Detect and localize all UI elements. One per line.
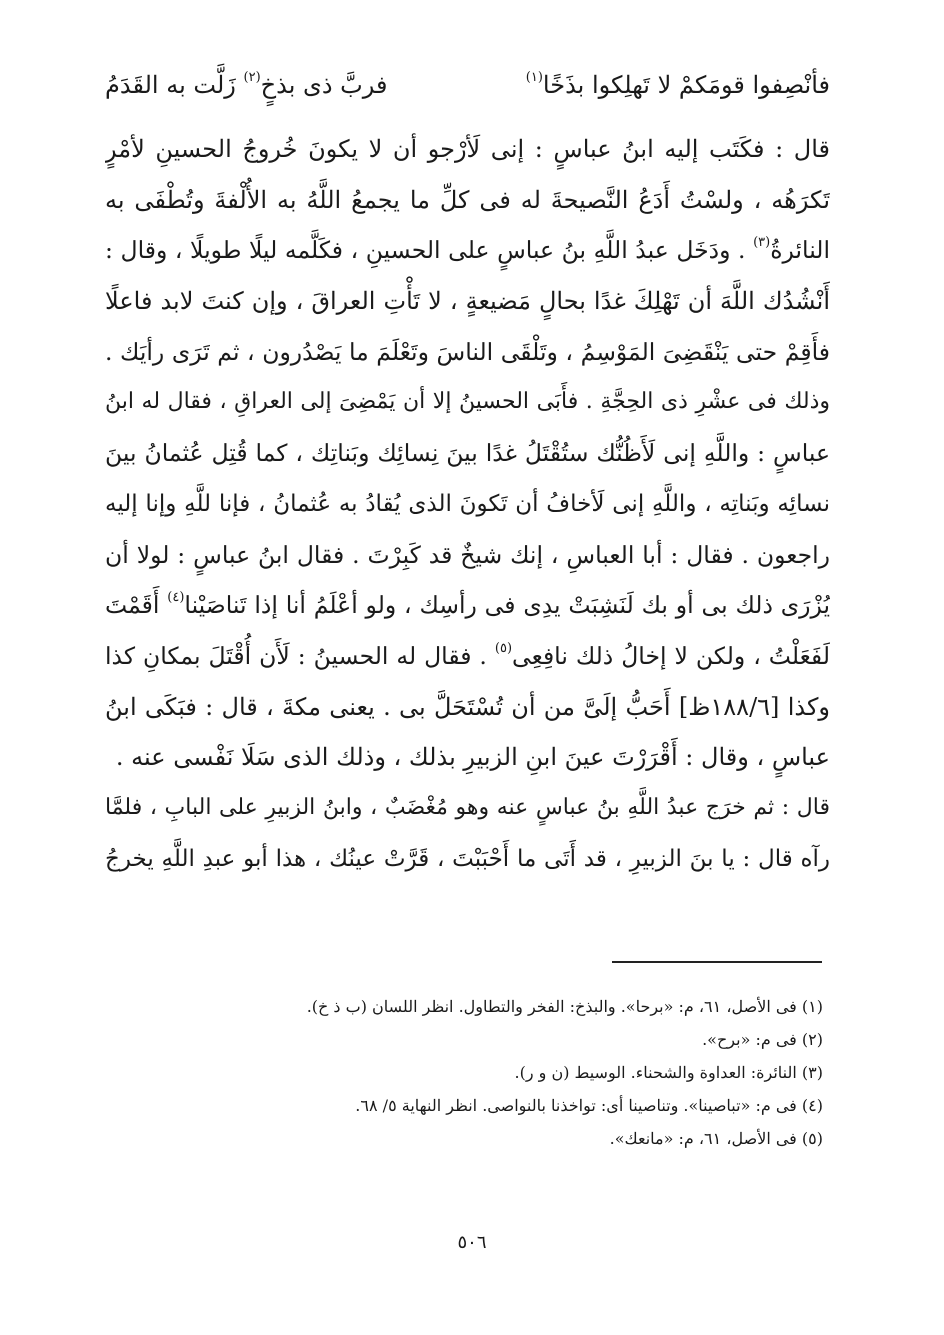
text-line — [105, 682, 830, 733]
manuscript-folio-reference: [١٨٨/٦ظ] — [678, 692, 780, 721]
verse-hemistich-second — [105, 60, 387, 110]
text-line: فأَقِمْ حتى يَنْقَضِىَ المَوْسِمُ ، وتَلْقَى الناسَ وتَعْلَمَ ما يَصْدُرون ، ثم تَرَى رأيَك . — [105, 337, 830, 366]
footnote-marker: (٥) — [494, 640, 513, 656]
text-segment: يُزْرَى ذلك بى أو بك لَنَشِبَتْ يدِى فى رأسِك ، ولو أعْلَمُ أنا إذا تَناصَيْنا — [184, 591, 830, 620]
footnote-marker: (٣) — [753, 235, 771, 251]
verse-hemistich-first — [526, 60, 830, 110]
footnote-marker: (١) — [525, 70, 543, 85]
text-segment: لَفَعَلْتُ ، ولكن لا إخالُ ذلك نافِعِى — [512, 641, 830, 670]
footnote-marker: (٢) — [243, 70, 261, 85]
text-line: تَكرَهُه ، ولسْتُ أَدَعُ النَّصيحةَ له فى كلِّ ما يجمعُ اللَّهُ به الأُلْفةَ وتُطْفَى به — [105, 185, 830, 214]
footnote: (٤) فى م: «تباصينا». وتناصينا أى: تواخذنا بالنواصى. انظر النهاية ٥/ ٦٨. — [355, 1096, 823, 1115]
text-line: قال : فكَتَب إليه ابنُ عباسٍ : إنى لَأرْجو أن لا يكونَ خُروجُ الحسينِ لأمْرٍ — [105, 135, 830, 163]
text-line — [105, 580, 830, 631]
footnote-separator — [612, 961, 822, 963]
page-number: ٥٠٦ — [457, 1232, 487, 1253]
text-line: قال : ثم خرَج عبدُ اللَّهِ بنُ عباسٍ عنه وهو مُغْضَبٌ ، وابنُ الزبيرِ على البابِ ، فلمَّا — [105, 794, 830, 820]
text-line: راجعون . فقال : أبا العباسِ ، إنك شيخٌ قد كَبِرْتَ . فقال ابنُ عباسٍ : لولا أن — [105, 540, 830, 569]
text-segment: أَحَبُّ إلَىَّ من أن تُسْتَحَلَّ بى . يعنى مكةَ ، قال : فبَكَى ابنُ — [105, 692, 671, 721]
text-segment: . فقال له الحسينُ : لَأَن أُقْتَلَ بمكانِ كذا — [105, 641, 487, 670]
footnote: (٢) فى م: «برح». — [702, 1030, 823, 1049]
footnote: (٥) فى الأصل، ٦١، م: «مانعك». — [609, 1129, 823, 1148]
text-line: أَنْشُدُك اللَّهَ أن تَهْلِكَ غدًا بحالٍ مَضيعةٍ ، لا تَأْتِ العراقَ ، وإن كنتَ لابد فاعلًا — [105, 287, 830, 316]
text-line: عباسٍ ، وقال : أَقْرَرْتَ عينَ ابنِ الزبيرِ بذلك ، وذلك الذى سَلَا نَفْسى عنه . — [115, 743, 830, 772]
footnote: (١) فى الأصل، ٦١، م: «برحا». والبذخ: الفخر والتطاول. انظر اللسان (ب ذ خ). — [306, 997, 823, 1016]
verse-hemistich-second-text-b: زَلَّت به القَدَمُ — [105, 71, 236, 99]
text-segment: . ودَخَل عبدُ اللَّهِ بنُ عباسٍ على الحسينِ ، فكَلَّمه ليلًا طويلًا ، وقال : — [105, 236, 746, 265]
main-text — [105, 124, 830, 884]
text-line — [105, 225, 830, 276]
verse-hemistich-second-text-a: فربَّ ذى بذخٍ — [260, 71, 388, 99]
text-line: عباسٍ : واللَّهِ إنى لَأَظُنُّك ستُقْتَلُ غدًا بينَ نِسائِك وبَناتِك ، كما قُتِل عُثمانُ بينَ — [105, 439, 830, 468]
text-segment: وكذا — [787, 692, 830, 721]
verse-hemistich-first-text: فأنْصِفوا قومَكمْ لا تَهلِكوا بذَخًا — [542, 71, 830, 99]
text-line — [105, 631, 830, 682]
text-segment: النائرةُ — [770, 236, 830, 265]
text-line: نسائِه وبَناتِه ، واللَّهِ إنى لَأخافُ أن تَكونَ الذى يُقادُ به عُثمانُ ، فإنا للَّهِ وإنا إليه — [105, 490, 830, 517]
footnotes — [105, 990, 823, 1155]
poetry-verse — [105, 60, 830, 110]
footnote-marker: (٤) — [167, 590, 185, 606]
text-segment: أَقَمْتَ — [105, 591, 160, 620]
text-line: رآه قال : يا بنَ الزبيرِ ، قد أَتَى ما أَحْبَبْتَ ، قَرَّتْ عينُك ، هذا أبو عبدِ اللَّهِ يخرجُ — [105, 845, 830, 872]
text-line: وذلك فى عشْرِ ذى الحِجَّةِ . فأَبَى الحسينُ إلا أن يَمْضِىَ إلى العراقِ ، فقال له ابنُ — [105, 389, 830, 415]
footnote: (٣) النائرة: العداوة والشحناء. الوسيط (ن و ر). — [514, 1063, 823, 1082]
